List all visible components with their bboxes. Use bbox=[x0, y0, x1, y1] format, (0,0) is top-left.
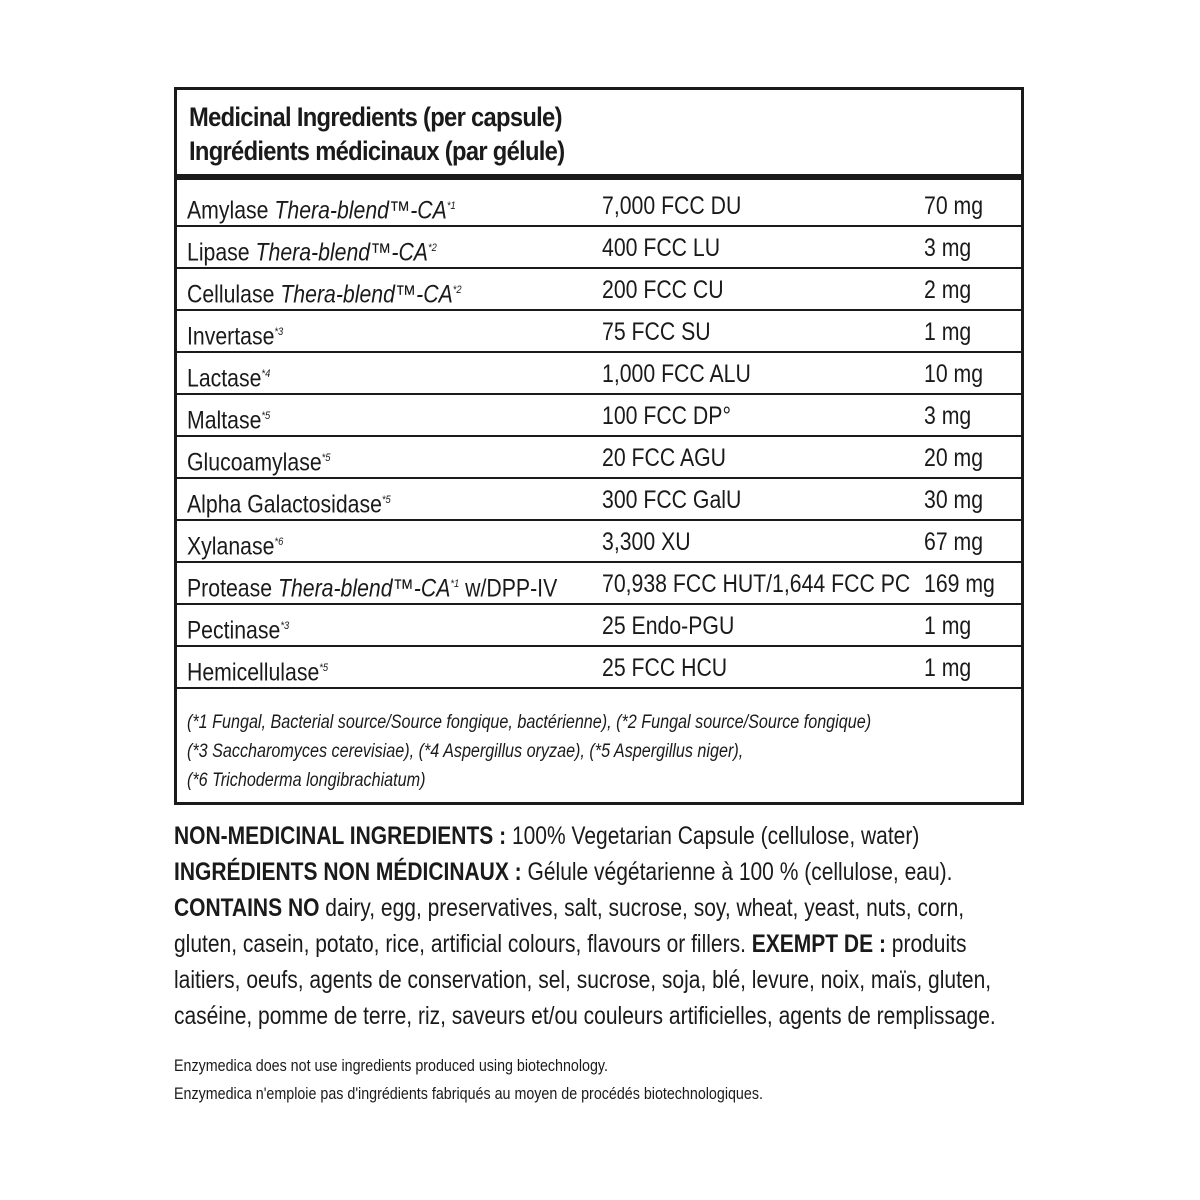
ingredient-name-cell bbox=[187, 317, 283, 351]
ingredient-row bbox=[177, 437, 1021, 479]
ingredient-row bbox=[177, 227, 1021, 269]
ingredient-row bbox=[177, 563, 1021, 605]
contains-no-line-2 bbox=[174, 926, 967, 962]
ingredient-amount: 10 mg bbox=[924, 360, 984, 388]
footnote-line: (*3 Saccharomyces cerevisiae), (*4 Aspergillus oryzae), (*5 Aspergillus niger), bbox=[187, 741, 744, 762]
ingredient-name-cell bbox=[187, 653, 328, 687]
ingredient-note: *3 bbox=[280, 620, 290, 632]
biotech-notice bbox=[174, 1052, 875, 1108]
exempt-de-line-2: laitiers, oeufs, agents de conservation, sel, sucrose, soja, blé, levure, noix, maïs, gluten, bbox=[174, 966, 992, 994]
ingredient-suffix: w/DPP-IV bbox=[459, 574, 558, 603]
panel-title-fr: Ingrédients médicinaux (par gélule) bbox=[189, 136, 565, 166]
ingredient-name: Alpha Galactosidase bbox=[187, 490, 382, 519]
ingredient-name: Protease bbox=[187, 574, 273, 603]
ingredient-name-cell bbox=[187, 275, 462, 309]
ingredient-name-cell bbox=[187, 359, 270, 393]
ingredient-name: Invertase bbox=[187, 322, 275, 351]
biotech-notice-en: Enzymedica does not use ingredients produced using biotechnology. bbox=[174, 1056, 608, 1075]
ingredient-note: *5 bbox=[319, 662, 329, 674]
ingredient-amount: 3 mg bbox=[924, 402, 972, 430]
ingredient-potency: 25 FCC HCU bbox=[602, 654, 728, 682]
ingredient-name-cell bbox=[187, 485, 391, 519]
contains-no-text-1: dairy, egg, preservatives, salt, sucrose, soy, wheat, yeast, nuts, corn, bbox=[319, 894, 965, 922]
ingredient-note: *3 bbox=[274, 326, 284, 338]
exempt-de-text-1: produits bbox=[885, 930, 967, 958]
ingredient-note: *5 bbox=[381, 494, 391, 506]
ingredient-amount: 1 mg bbox=[924, 654, 972, 682]
ingredient-amount: 30 mg bbox=[924, 486, 984, 514]
ingredient-row bbox=[177, 521, 1021, 563]
ingredient-name: Xylanase bbox=[187, 532, 275, 561]
exempt-de-line-3: caséine, pomme de terre, riz, saveurs et/ou couleurs artificielles, agents de remplissage. bbox=[174, 1002, 996, 1030]
panel-title-en: Medicinal Ingredients (per capsule) bbox=[189, 102, 562, 132]
ingredient-name: Lipase bbox=[187, 238, 250, 267]
ingredient-note: *1 bbox=[450, 578, 460, 590]
ingredient-name-cell bbox=[187, 569, 557, 603]
ingredient-name-cell bbox=[187, 233, 437, 267]
ingredient-note: *5 bbox=[261, 410, 271, 422]
ingredient-potency: 70,938 FCC HUT/1,644 FCC PC bbox=[602, 570, 911, 598]
ingredient-name: Amylase bbox=[187, 196, 269, 225]
ingredient-name: Lactase bbox=[187, 364, 262, 393]
ingredient-row bbox=[177, 269, 1021, 311]
ingredient-amount: 20 mg bbox=[924, 444, 984, 472]
ingredient-note: *2 bbox=[427, 242, 437, 254]
non-medicinal-text-fr: Gélule végétarienne à 100 % (cellulose, eau). bbox=[521, 858, 953, 886]
source-footnotes bbox=[187, 708, 1017, 795]
ingredient-name-cell bbox=[187, 443, 330, 477]
ingredient-table bbox=[177, 185, 1021, 689]
contains-no-text-2: gluten, casein, potato, rice, artificial colours, flavours or fillers. bbox=[174, 930, 752, 958]
ingredient-name: Cellulase bbox=[187, 280, 275, 309]
non-medicinal-label-fr: INGRÉDIENTS NON MÉDICINAUX : bbox=[174, 858, 522, 886]
ingredient-potency: 75 FCC SU bbox=[602, 318, 711, 346]
ingredient-name: Pectinase bbox=[187, 616, 281, 645]
ingredient-amount: 1 mg bbox=[924, 612, 972, 640]
ingredient-potency: 400 FCC LU bbox=[602, 234, 721, 262]
ingredient-row bbox=[177, 353, 1021, 395]
contains-no-label: CONTAINS NO bbox=[174, 894, 320, 922]
ingredient-row bbox=[177, 479, 1021, 521]
ingredient-brand: Thera-blend™-CA bbox=[277, 574, 451, 603]
footnote-line: (*6 Trichoderma longibrachiatum) bbox=[187, 770, 426, 791]
ingredient-brand: Thera-blend™-CA bbox=[274, 196, 447, 225]
ingredient-name: Maltase bbox=[187, 406, 262, 435]
ingredient-potency: 20 FCC AGU bbox=[602, 444, 726, 472]
biotech-notice-fr: Enzymedica n'emploie pas d'ingrédients fabriqués au moyen de procédés biotechnologiques. bbox=[174, 1084, 763, 1103]
ingredient-row bbox=[177, 605, 1021, 647]
ingredient-name: Glucoamylase bbox=[187, 448, 322, 477]
ingredient-amount: 2 mg bbox=[924, 276, 972, 304]
ingredient-name-cell bbox=[187, 401, 270, 435]
non-medicinal-fr bbox=[174, 854, 953, 890]
exempt-de-label: EXEMPT DE : bbox=[751, 930, 886, 958]
ingredient-row bbox=[177, 311, 1021, 353]
ingredient-potency: 300 FCC GalU bbox=[602, 486, 742, 514]
ingredient-amount: 70 mg bbox=[924, 192, 984, 220]
ingredient-potency: 100 FCC DP° bbox=[602, 402, 731, 430]
ingredient-note: *6 bbox=[274, 536, 284, 548]
contains-no-line-1 bbox=[174, 890, 965, 926]
ingredient-brand: Thera-blend™-CA bbox=[280, 280, 453, 309]
ingredient-note: *5 bbox=[321, 452, 331, 464]
ingredient-row bbox=[177, 185, 1021, 227]
ingredient-note: *2 bbox=[452, 284, 462, 296]
ingredient-potency: 7,000 FCC DU bbox=[602, 192, 742, 220]
ingredient-brand: Thera-blend™-CA bbox=[255, 238, 428, 267]
ingredient-amount: 3 mg bbox=[924, 234, 972, 262]
non-medicinal-label-en: NON-MEDICINAL INGREDIENTS : bbox=[174, 822, 507, 850]
ingredient-amount: 169 mg bbox=[924, 570, 995, 598]
non-medicinal-text-en: 100% Vegetarian Capsule (cellulose, water) bbox=[506, 822, 920, 850]
ingredient-name: Hemicellulase bbox=[187, 658, 320, 687]
ingredient-potency: 1,000 FCC ALU bbox=[602, 360, 751, 388]
non-medicinal-en bbox=[174, 818, 920, 854]
ingredient-note: *4 bbox=[261, 368, 271, 380]
footnote-line: (*1 Fungal, Bacterial source/Source fongique, bactérienne), (*2 Fungal source/Source fongique) bbox=[187, 712, 872, 733]
ingredient-name-cell bbox=[187, 191, 456, 225]
panel-header bbox=[177, 90, 1021, 180]
ingredient-note: *1 bbox=[446, 200, 456, 212]
ingredient-potency: 200 FCC CU bbox=[602, 276, 724, 304]
ingredient-potency: 25 Endo-PGU bbox=[602, 612, 735, 640]
ingredient-amount: 1 mg bbox=[924, 318, 972, 346]
ingredient-potency: 3,300 XU bbox=[602, 528, 691, 556]
medicinal-ingredients-panel bbox=[174, 87, 1024, 805]
ingredient-name-cell bbox=[187, 611, 289, 645]
ingredient-row bbox=[177, 395, 1021, 437]
ingredient-row bbox=[177, 647, 1021, 689]
non-medicinal-section bbox=[174, 818, 1054, 1034]
ingredient-amount: 67 mg bbox=[924, 528, 984, 556]
ingredient-name-cell bbox=[187, 527, 283, 561]
